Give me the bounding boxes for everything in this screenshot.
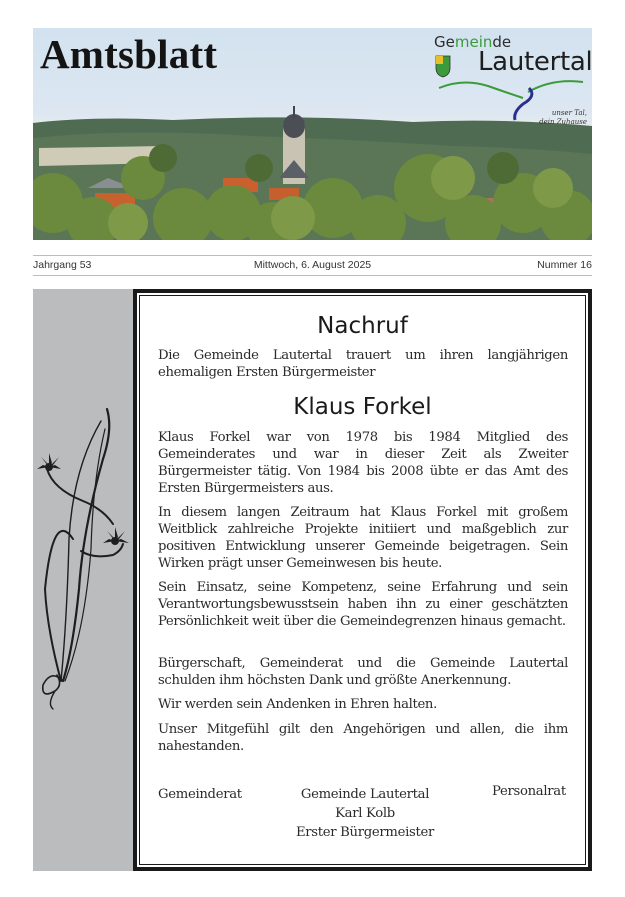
obituary-notice [133, 289, 592, 871]
obituary-inner-border [139, 295, 586, 865]
obituary-paragraph: Unser Mitgefühl gilt den Angehörigen und allen, die ihm nahestanden. [158, 722, 568, 754]
logo-slogan-line1: unser Tal, [551, 109, 587, 117]
logo-name: Lautertal [478, 47, 592, 77]
publication-title: Amtsblatt [40, 31, 218, 77]
issue-date: Mittwoch, 6. August 2025 [253, 259, 372, 271]
signature-mayor-title: Erster Bürgermeister [295, 825, 435, 840]
obituary-paragraph: Klaus Forkel war von 1978 bis 1984 Mitglied des Gemeinderates und war in dieser Zeit als Zweiter Bürgermeister tätig. Von 1984 bis 2008 übte er das Amt des Ersten Bürgermeisters aus. [158, 430, 568, 496]
logo-slogan-line2: dein Zuhause [539, 118, 587, 126]
obituary-paragraph: Bürgerschaft, Gemeinderat und die Gemeinde Lautertal schulden ihm höchsten Dank und größte Anerkennung. [158, 656, 568, 688]
signature-mayor [270, 785, 460, 842]
issue-info-bar [33, 255, 592, 276]
floral-ornament-icon [33, 289, 133, 871]
issue-number: Nummer 16 [537, 259, 592, 271]
obituary-heading: Nachruf [317, 313, 408, 339]
municipality-logo [433, 30, 591, 130]
deceased-name: Klaus Forkel [293, 394, 432, 420]
issue-volume: Jahrgang 53 [33, 259, 92, 271]
signature-staff-council: Personalrat [492, 784, 566, 799]
ornament-sidebar [33, 289, 133, 871]
obituary-paragraph: Sein Einsatz, seine Kompetenz, seine Erfahrung und sein Verantwortungsbewusstsein haben ihn zu einer geschätzten Persönlichkeit weit über die Gemeindegrenzen hinaus gemacht. [158, 580, 568, 629]
masthead-banner [33, 28, 592, 240]
obituary-paragraph: In diesem langen Zeitraum hat Klaus Forkel mit großem Weitblick zahlreiche Projekte initiiert und maßgeblich zur positiven Entwicklung unserer Gemeinde beigetragen. Sein Wirken prägt unser Gemeinwesen bis heute. [158, 505, 568, 571]
logo-gem-suffix: de [492, 33, 512, 51]
signature-council: Gemeinderat [158, 787, 242, 802]
obituary-paragraph: Wir werden sein Andenken in Ehren halten. [158, 697, 437, 712]
signature-municipality: Gemeinde Lautertal [300, 787, 430, 802]
signature-mayor-name: Karl Kolb [335, 806, 395, 821]
obituary-intro: Die Gemeinde Lautertal trauert um ihren langjährigen ehemaligen Ersten Bürgermeister [158, 348, 568, 380]
logo-gem-prefix: Ge [434, 33, 455, 51]
logo-gem-highlight: mein [454, 33, 493, 51]
